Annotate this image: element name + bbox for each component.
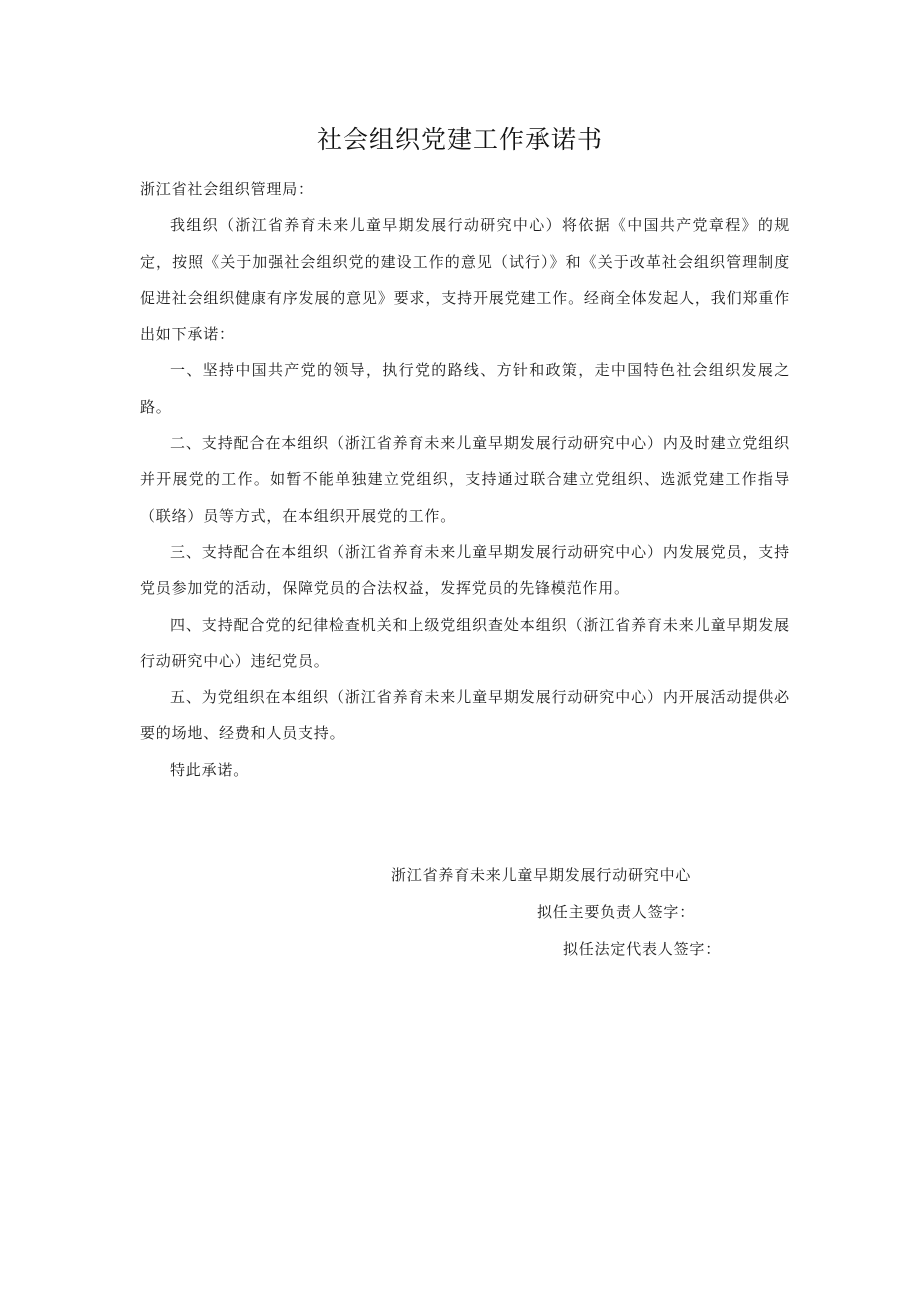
paragraph-intro: 我组织（浙江省养育未来儿童早期发展行动研究中心）将依据《中国共产党章程》的规定，按照《关于加强社会组织党的建设工作的意见（试行）》和《关于改革社会组织管理制度促进社会组织健康有序发展的意见》要求，支持开展党建工作。经商全体发起人，我们郑重作出如下承诺： xyxy=(140,216,790,344)
document-body xyxy=(140,171,790,788)
signature-legal-rep-label: 拟任法定代表人签字： xyxy=(563,940,722,958)
paragraph-commitment-3: 三、支持配合在本组织（浙江省养育未来儿童早期发展行动研究中心）内发展党员，支持党员参加党的活动，保障党员的合法权益，发挥党员的先锋模范作用。 xyxy=(140,542,790,598)
salutation: 浙江省社会组织管理局： xyxy=(140,180,314,198)
signature-organization: 浙江省养育未来儿童早期发展行动研究中心 xyxy=(391,866,692,884)
paragraph-commitment-4: 四、支持配合党的纪律检查机关和上级党组织查处本组织（浙江省养育未来儿童早期发展行动研究中心）违纪党员。 xyxy=(140,615,790,670)
signature-principal-label: 拟任主要负责人签字： xyxy=(537,903,696,921)
paragraph-commitment-5: 五、为党组织在本组织（浙江省养育未来儿童早期发展行动研究中心）内开展活动提供必要的场地、经费和人员支持。 xyxy=(140,688,790,743)
paragraph-commitment-2: 二、支持配合在本组织（浙江省养育未来儿童早期发展行动研究中心）内及时建立党组织并开展党的工作。如暂不能单独建立党组织，支持通过联合建立党组织、选派党建工作指导（联络）员等方式，在本组织开展党的工作。 xyxy=(140,434,790,525)
document-title: 社会组织党建工作承诺书 xyxy=(316,125,603,154)
paragraph-commitment-1: 一、坚持中国共产党的领导，执行党的路线、方针和政策，走中国特色社会组织发展之路。 xyxy=(140,361,790,416)
paragraph-closing: 特此承诺。 xyxy=(170,760,250,779)
